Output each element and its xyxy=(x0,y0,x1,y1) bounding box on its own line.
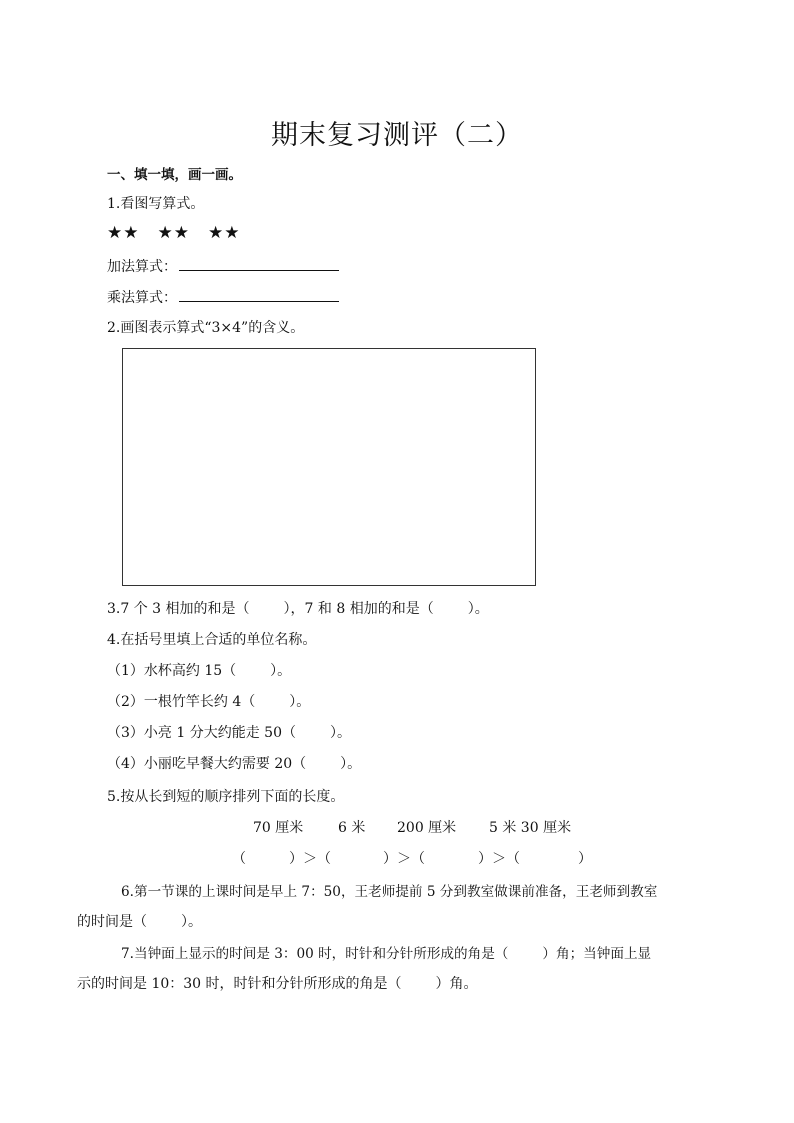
length-value: 70 厘米 xyxy=(253,820,304,836)
question-6-line: 6.第一节课的上课时间是早上 7：50，王老师提前 5 分到教室做课前准备，王老师到教室 xyxy=(121,884,658,900)
order-answer-row xyxy=(0,848,794,868)
length-value: 6 米 xyxy=(338,820,366,836)
question-4-item xyxy=(107,722,351,742)
question-4-item xyxy=(107,691,310,711)
question-4-item xyxy=(107,660,291,680)
multiplication-answer-blank[interactable] xyxy=(179,286,339,302)
question-1-prompt: 1.看图写算式。 xyxy=(107,196,205,212)
addition-label: 加法算式： xyxy=(107,259,177,275)
question-4-item xyxy=(107,753,361,773)
star-group: ★★ xyxy=(157,223,190,243)
question-6-line xyxy=(77,911,202,931)
item-text: （3）小亮 1 分大约能走 50（ xyxy=(107,725,296,741)
star-groups xyxy=(107,223,258,243)
multiplication-label: 乘法算式： xyxy=(107,290,177,306)
question-3-part: ），7 和 8 相加的和是（ xyxy=(283,601,434,617)
item-text: （1）水杯高约 15（ xyxy=(107,663,237,679)
addition-answer-blank[interactable] xyxy=(179,255,339,271)
item-text: （2）一根竹竿长约 4（ xyxy=(107,694,256,710)
item-text: ）。 xyxy=(270,663,292,679)
question-6-text: 的时间是（ xyxy=(77,914,147,930)
length-list xyxy=(0,817,794,837)
question-5-prompt: 5.按从长到短的顺序排列下面的长度。 xyxy=(107,789,345,805)
length-value: 5 米 30 厘米 xyxy=(489,820,572,836)
item-text: （4）小丽吃早餐大约需要 20（ xyxy=(107,756,307,772)
question-7-text: ）角。 xyxy=(435,976,478,992)
order-symbol: （ xyxy=(232,851,246,867)
question-7-line xyxy=(77,973,478,993)
order-symbol: ） xyxy=(578,851,592,867)
question-7-text: ）角；当钟面上显 xyxy=(542,946,652,962)
question-7-text: 示的时间是 10：30 时，时针和分针所形成的角是（ xyxy=(77,976,402,992)
question-6-text: ）。 xyxy=(181,914,202,930)
star-group: ★★ xyxy=(107,223,140,243)
question-3 xyxy=(107,598,489,618)
question-3-part: ）。 xyxy=(467,601,489,617)
order-symbol: ）＞（ xyxy=(478,851,520,867)
section-heading: 一、填一填，画一画。 xyxy=(107,167,242,183)
page-title: 期末复习测评（二） xyxy=(271,120,523,151)
question-3-part: 3.7 个 3 相加的和是（ xyxy=(107,601,250,617)
question-7-text: 7.当钟面上显示的时间是 3：00 时，时针和分针所形成的角是（ xyxy=(121,946,509,962)
item-text: ）。 xyxy=(340,756,362,772)
order-symbol: ）＞（ xyxy=(383,851,425,867)
question-4-prompt: 4.在括号里填上合适的单位名称。 xyxy=(107,632,317,648)
question-7-line xyxy=(121,942,651,962)
star-group: ★★ xyxy=(207,223,241,243)
drawing-box[interactable] xyxy=(122,348,536,586)
question-2-prompt: 2.画图表示算式“3×4”的含义。 xyxy=(107,320,305,336)
item-text: ）。 xyxy=(289,694,311,710)
order-symbol: ）＞（ xyxy=(289,851,331,867)
multiplication-row xyxy=(107,286,339,307)
item-text: ）。 xyxy=(329,725,351,741)
length-value: 200 厘米 xyxy=(397,820,457,836)
addition-row xyxy=(107,255,339,276)
